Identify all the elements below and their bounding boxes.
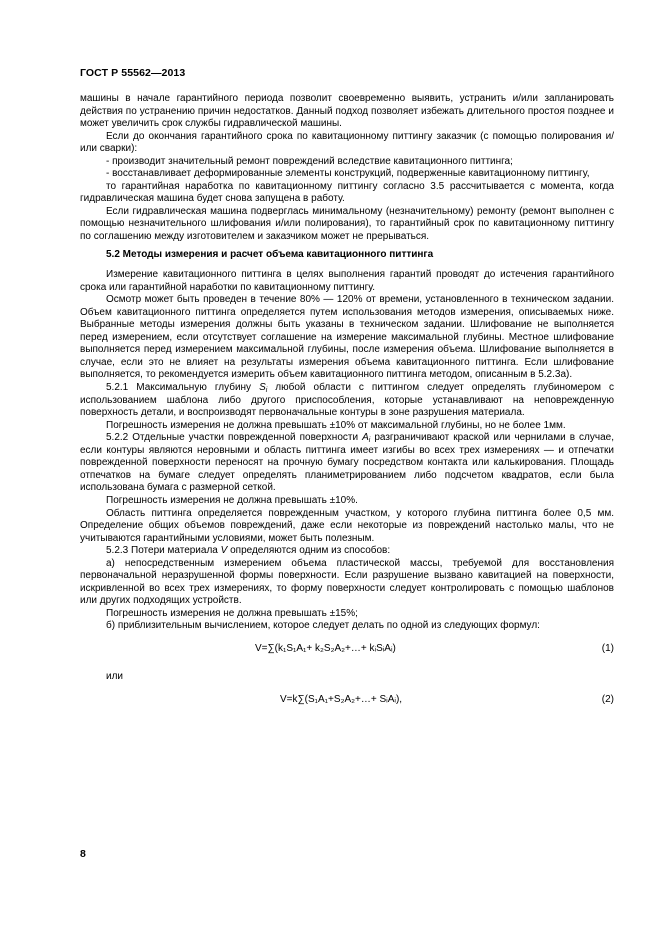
- section-title: 5.2 Методы измерения и расчет объема кавитационного питтинга: [106, 248, 434, 260]
- paragraph: Если гидравлическая машина подверглась минимальному (незначительному) ремонту (ремонт выполнен с помощью незначительного шлифования и/или полирования), то гарантийный срок по кавитационному питтингу по соглашению между изготовителем и заказчиком может не прерываться.: [80, 205, 614, 243]
- paragraph: машины в начале гарантийного периода позволит своевременно выявить, устранить и/или запланировать действия по устранению причин недостатков. Данный подход позволяет избежать длительного простоя позднее и может увеличить срок службы гидравлической машины.: [80, 93, 614, 130]
- formula-expression: V=k∑(S₁A₁+S₂A₂+…+ SᵢAᵢ),: [280, 693, 403, 705]
- paragraph: Погрешность измерения не должна превышать ±15%;: [106, 607, 358, 619]
- document-header: ГОСТ Р 55562—2013: [80, 67, 186, 79]
- document-body: [80, 93, 614, 714]
- connector-word: или: [106, 670, 124, 682]
- formula-1: [80, 643, 614, 663]
- formula-expression: V=∑(k₁S₁A₁+ k₂S₂A₂+…+ kᵢSᵢAᵢ): [255, 642, 396, 654]
- paragraph-5-2-2: 5.2.2 Отдельные участки поврежденной поверхности $A_i$ разграничивают краской или чернилами в случае, если контуры являются неровными и область питтинга имеет изгибы во всех трех измерениях — и отпечатки поврежденной поверхности переносят на прочную бумагу посредством контакта или калькирования. Площадь отпечатков на бумаге следует определять планиметрированием либо подсчетом квадратов, если была использована бумага с размерной сеткой.: [80, 432, 614, 494]
- paragraph: Погрешность измерения не должна превышать ±10%.: [106, 494, 358, 506]
- paragraph: Измерение кавитационного питтинга в целях выполнения гарантий проводят до истечения гарантийного срока или гарантийной наработки по кавитационному питтингу.: [80, 269, 614, 293]
- list-item: - производит значительный ремонт повреждений вследствие кавитационного питтинга;: [106, 155, 513, 167]
- page-number: 8: [80, 848, 86, 860]
- paragraph: то гарантийная наработка по кавитационному питтингу согласно 3.5 рассчитывается с момента, когда гидравлическая машина будет снова запущена в работу.: [80, 180, 614, 205]
- paragraph: Погрешность измерения не должна превышать ±10% от максимальной глубины, но не более 1мм.: [106, 419, 566, 431]
- list-item: а) непосредственным измерением объема пластической массы, требуемой для восстановления первоначальной неразрушенной формы поверхности. Если разрушение вызвано кавитацией на поверхности, искривленной во всех трех измерениях, то форму поверхности следует контролировать с помощью шаблонов или других подходящих устройств.: [80, 557, 614, 607]
- paragraph-5-2-3: 5.2.3 Потери материала V определяются одним из способов:: [106, 545, 391, 557]
- paragraph: Если до окончания гарантийного срока по кавитационному питтингу заказчик (с помощью полирования и/или сварки):: [80, 130, 614, 155]
- formula-2: [80, 694, 614, 714]
- paragraph: Область питтинга определяется поврежденным участком, у которого глубина питтинга более 0,5 мм. Определение общих объемов повреждений, даже если некоторые из повреждений настолько малы, что не учитываются гарантийными условиями, может быть полезным.: [80, 507, 614, 544]
- formula-number: (2): [601, 693, 614, 705]
- paragraph-5-2-1: 5.2.1 Максимальную глубину $S_i$ любой области с питтингом следует определять глубиномером с использованием шаблона либо другого приспособления, которые устанавливают на неповрежденную поверхность детали, и воспроизводят первоначальные контуры в зоне разрушения материала.: [80, 382, 614, 419]
- list-item: б) приблизительным вычислением, которое следует делать по одной из следующих формул:: [106, 620, 540, 632]
- paragraph: Осмотр может быть проведен в течение 80% — 120% от времени, установленного в техническом задании. Объем кавитационного питтинга определяется путем использования методов измерения, описываемых ниже. Выбранные методы измерения должны быть указаны в техническом задании. Шлифование не выполняется перед измерением, если отсутствует соглашение на измерение максимальной глубины. Местное шлифование выполняется перед измерением максимальной глубины, после измерения объема. Шлифование выполняется в случае, если это не влияет на результаты измерения объема кавитационного питтинга. Если шлифование выполняется, то рекомендуется измерить объем кавитационного питтинга методом, описанным в 5.2.3а).: [80, 294, 614, 381]
- formula-number: (1): [601, 642, 614, 654]
- list-item: - восстанавливает деформированные элементы конструкций, подверженные кавитационному питтингу,: [106, 168, 590, 180]
